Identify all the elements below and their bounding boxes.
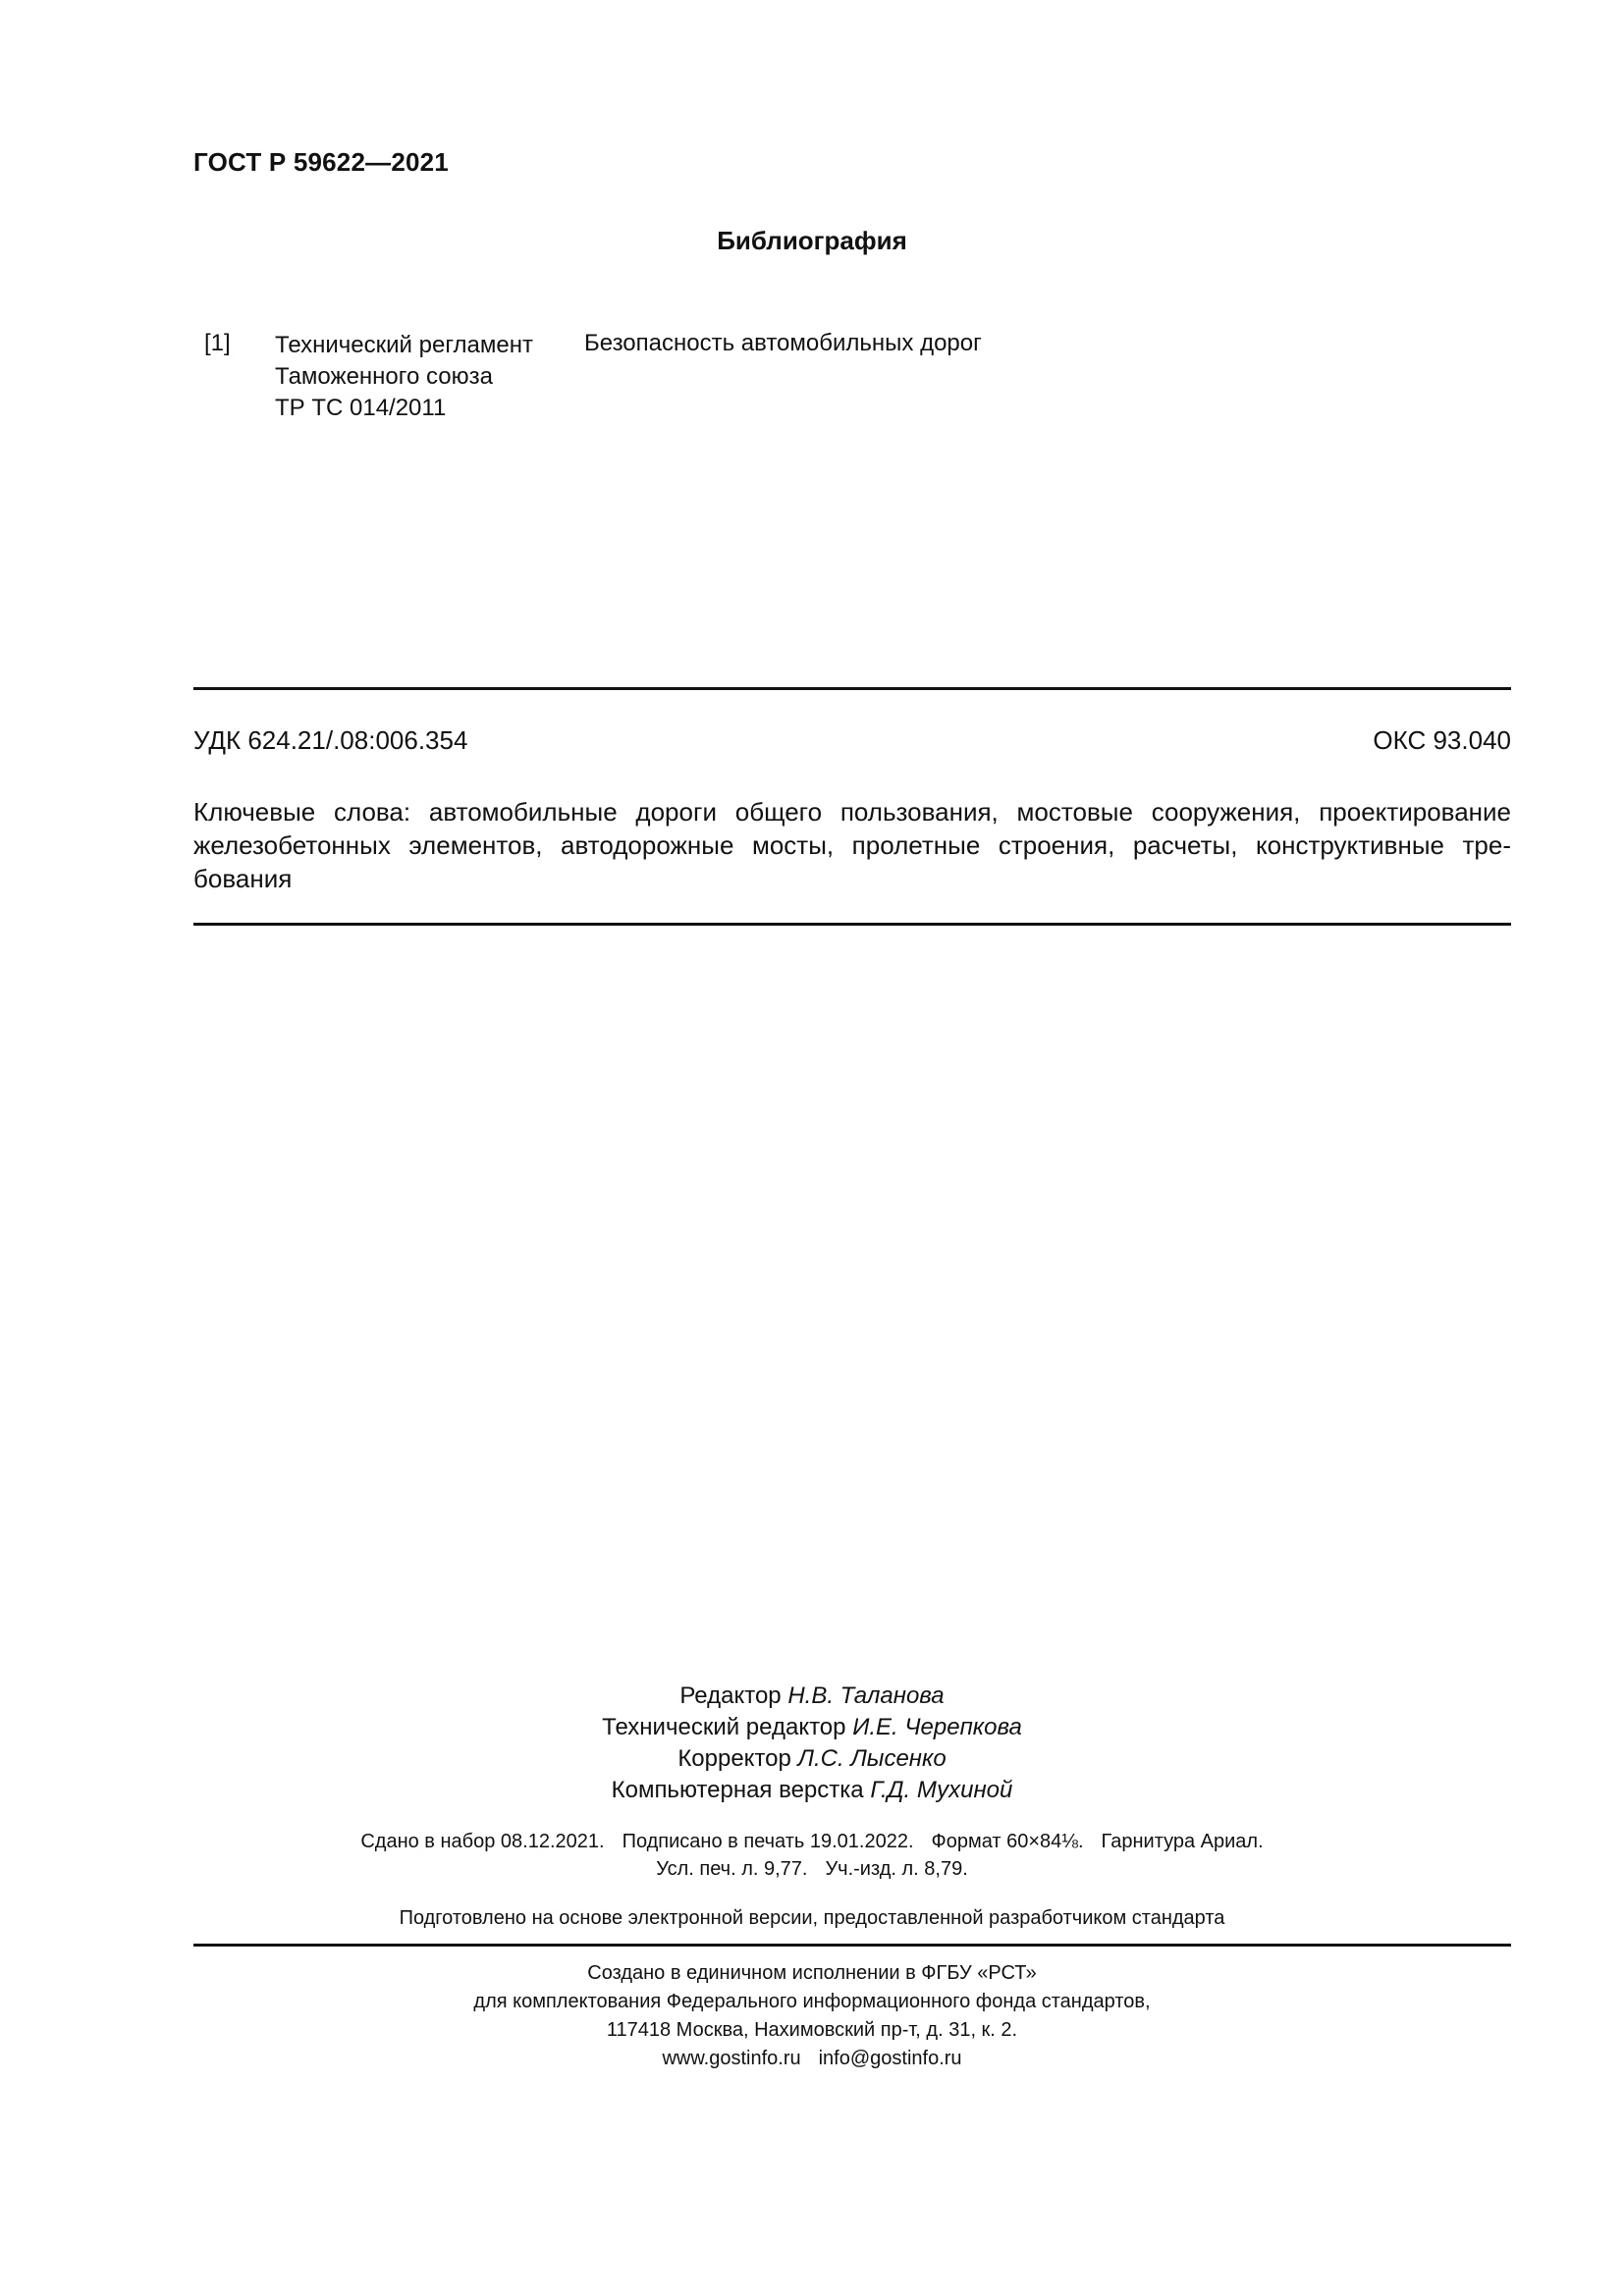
top-divider [193,687,1511,690]
credits-block [0,1681,1624,1806]
imprint-block [0,1828,1624,1883]
publisher-line: 117418 Москва, Нахимовский пр-т, д. 31, к. 2. [606,2019,1018,2041]
imprint-line: Усл. печ. л. 9,77. Уч.-изд. л. 8,79. [656,1858,968,1880]
publisher-website[interactable]: www.gostinfo.ru [662,2048,801,2069]
reference-title: Безопасность автомобильных дорог [584,330,982,356]
keywords-line: Ключевые слова: автомобильные дороги общего пользования, мостовые сооружения, проектирование [193,797,1511,827]
publisher-block [0,1959,1624,2073]
credit-corrector: Корректор Л.С. Лысенко [677,1745,947,1772]
prepared-note: Подготовлено на основе электронной версии, предоставленной разработчиком стандарта [399,1907,1225,1929]
credit-layout: Компьютерная верстка Г.Д. Мухиной [611,1777,1013,1803]
keywords-divider [193,923,1511,926]
udk-code: УДК 624.21/.08:006.354 [193,725,468,755]
credit-tech-editor: Технический редактор И.Е. Черепкова [602,1714,1022,1740]
publisher-line: Создано в единичном исполнении в ФГБУ «РСТ» [587,1962,1037,1984]
imprint-line: Сдано в набор 08.12.2021. Подписано в печать 19.01.2022. Формат 60×84⅛. Гарнитура Ариал. [360,1831,1264,1852]
bottom-divider [193,1944,1511,1947]
oks-code: ОКС 93.040 [1373,725,1511,755]
bibliography-title: Библиография [717,226,907,255]
publisher-email[interactable]: info@gostinfo.ru [818,2048,962,2069]
reference-source-line: ТР ТС 014/2011 [275,395,447,421]
publisher-line: для комплектования Федерального информационного фонда стандартов, [473,1991,1151,2012]
keywords-line: железобетонных элементов, автодорожные мосты, пролетные строения, расчеты, конструктивные тре- [193,830,1511,860]
publisher-contacts [0,2045,1624,2073]
document-code: ГОСТ Р 59622—2021 [193,147,449,177]
keywords-block [193,795,1511,895]
reference-source-line: Таможенного союза [275,363,493,390]
reference-number: [1] [204,330,231,356]
keywords-line: бования [193,864,293,893]
credit-editor: Редактор Н.В. Таланова [679,1682,945,1709]
reference-source [275,330,533,424]
reference-source-line: Технический регламент [275,332,533,358]
